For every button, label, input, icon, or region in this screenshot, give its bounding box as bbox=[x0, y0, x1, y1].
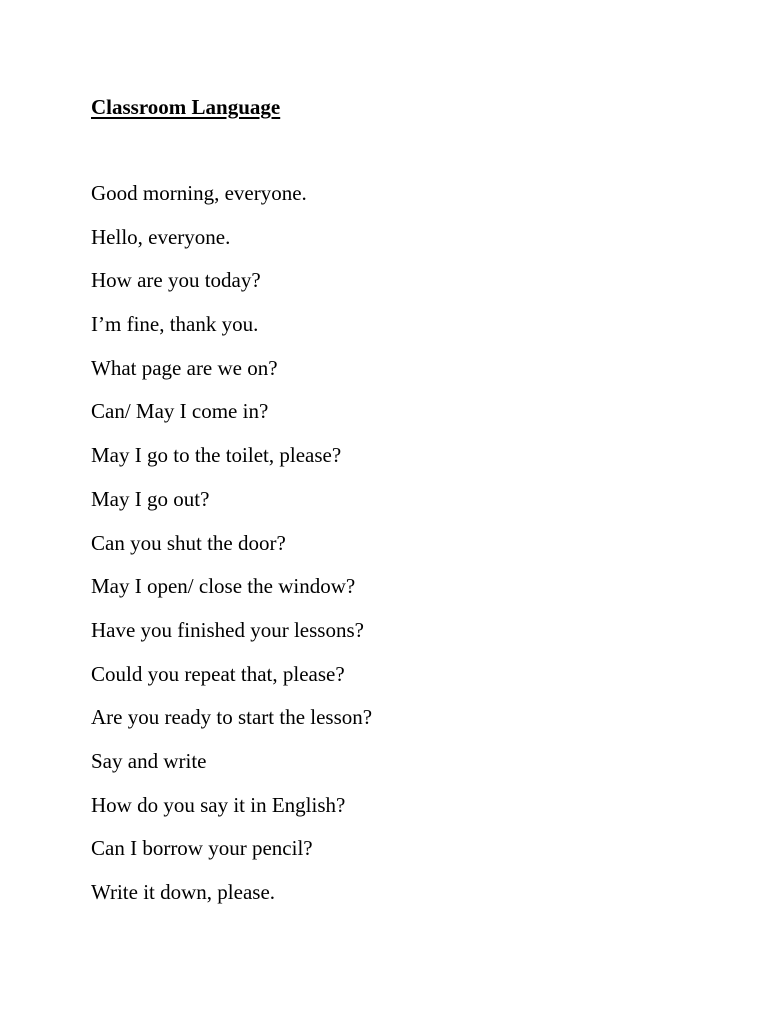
phrase-line: Are you ready to start the lesson? bbox=[91, 705, 373, 730]
phrase-line: Hello, everyone. bbox=[91, 224, 231, 249]
phrase-line: Can you shut the door? bbox=[91, 530, 286, 555]
phrase-line: May I go out? bbox=[91, 486, 210, 511]
phrase-line: Say and write bbox=[91, 748, 207, 773]
phrase-line: I’m fine, thank you. bbox=[91, 312, 259, 337]
phrase-line: What page are we on? bbox=[91, 355, 278, 380]
phrase-line: Can/ May I come in? bbox=[91, 399, 269, 424]
phrase-line: Have you finished your lessons? bbox=[91, 617, 364, 642]
phrase-line: Can I borrow your pencil? bbox=[91, 836, 313, 861]
phrase-line: Could you repeat that, please? bbox=[91, 661, 345, 686]
phrase-line: How are you today? bbox=[91, 268, 261, 293]
phrase-line: Good morning, everyone. bbox=[91, 181, 307, 205]
phrase-line: May I go to the toilet, please? bbox=[91, 443, 342, 468]
phrase-line: How do you say it in English? bbox=[91, 792, 346, 817]
phrase-line: May I open/ close the window? bbox=[91, 574, 356, 599]
phrase-line: Write it down, please. bbox=[91, 880, 276, 904]
phrase-list bbox=[91, 180, 372, 923]
page-title: Classroom Language bbox=[91, 95, 281, 119]
